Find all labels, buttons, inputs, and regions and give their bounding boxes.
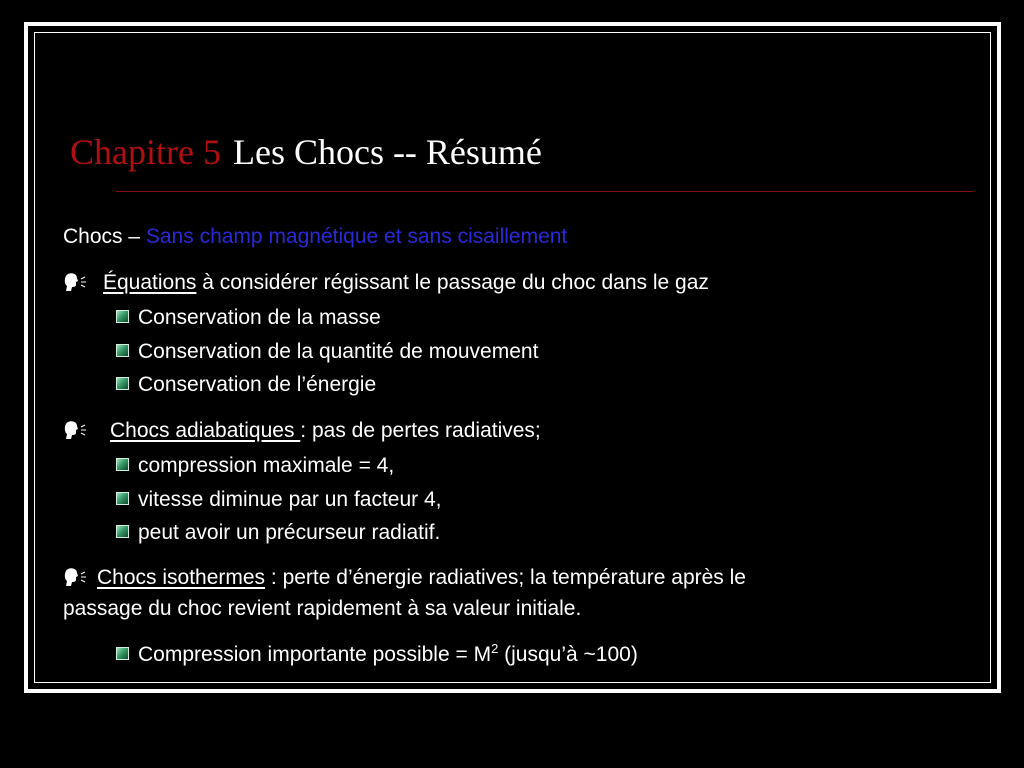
bullet-equations-text: à considérer régissant le passage du choc dans le gaz — [196, 271, 709, 294]
bullet-adiabatic — [63, 418, 541, 444]
green-square-icon — [116, 525, 129, 538]
slide-title — [70, 130, 542, 174]
list-item — [116, 305, 381, 331]
title-main: Les Chocs -- Résumé — [232, 132, 542, 172]
speaking-head-icon — [63, 420, 89, 440]
adiabatic-link: Chocs adiabatiques — [110, 419, 301, 442]
bullet-equations — [63, 270, 709, 296]
speaking-head-icon — [63, 272, 89, 292]
green-square-icon — [116, 458, 129, 471]
bullet-isothermal — [63, 565, 746, 591]
bullet-adiabatic-text: : pas de pertes radiatives; — [300, 419, 541, 442]
list-item — [116, 453, 394, 479]
list-item-text-post: (jusqu’à ~100) — [498, 643, 638, 666]
list-item-text: vitesse diminue par un facteur 4, — [138, 488, 442, 511]
list-item — [116, 372, 376, 398]
list-item-text: Conservation de l’énergie — [138, 373, 377, 396]
list-item — [116, 339, 538, 365]
exponent: 2 — [491, 641, 499, 656]
green-square-icon — [116, 344, 129, 357]
title-chapter: Chapitre 5 — [70, 132, 221, 172]
list-item-text: peut avoir un précurseur radiatif. — [138, 521, 441, 544]
subtitle — [63, 224, 567, 250]
list-item-text: compression maximale = 4, — [138, 454, 395, 477]
title-rule — [116, 191, 973, 192]
list-item-text: Compression importante possible = M — [138, 643, 492, 666]
bullet-isothermal-text: : perte d’énergie radiatives; la température après le — [265, 566, 746, 589]
isothermal-link: Chocs isothermes — [97, 566, 266, 589]
green-square-icon — [116, 492, 129, 505]
subtitle-prefix: Chocs – — [63, 225, 146, 248]
speaking-head-icon — [63, 567, 89, 587]
subtitle-blue: Sans champ magnétique et sans cisaillement — [145, 225, 568, 248]
bullet-isothermal-cont: passage du choc revient rapidement à sa valeur initiale. — [63, 597, 582, 620]
list-item — [116, 642, 638, 668]
list-item — [116, 520, 440, 546]
equations-link: Équations — [103, 271, 197, 294]
green-square-icon — [116, 647, 129, 660]
green-square-icon — [116, 310, 129, 323]
list-item-text: Conservation de la quantité de mouvement — [138, 340, 539, 363]
list-item-text: Conservation de la masse — [138, 306, 381, 329]
green-square-icon — [116, 377, 129, 390]
list-item — [116, 487, 442, 513]
